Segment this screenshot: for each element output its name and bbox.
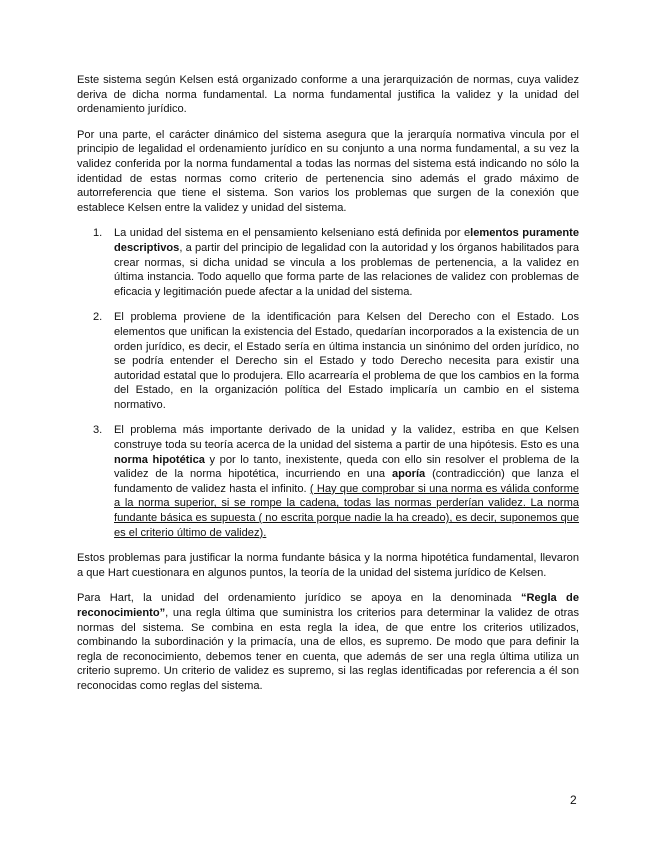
page-number: 2 — [570, 793, 577, 807]
document-body — [77, 73, 579, 705]
bold-phrase: “Regla de reconocimiento” — [77, 592, 580, 619]
item-text: El problema más importante derivado de la unidad y la validez, estriba en que Kelsen construye toda su teoría acerca de la unidad del sistema a partir de una hipótesis. Esto es una — [114, 424, 579, 452]
underlined-note: ( Hay que comprobar si una norma es válida conforme a la norma superior, si se rompe la cadena, todas las normas perderían validez. La norma fundante básica es supuesta ( no escrita porque nadie la ha creado), es decir, suponemos que es el criterio último de validez). — [114, 482, 579, 539]
bold-phrase: aporía — [391, 468, 426, 481]
item-text: (contradicción) que lanza el fundamento de validez hasta el infinito. — [114, 468, 579, 495]
paragraph-hart-cuestiona: Estos problemas para justificar la norma fundante básica y la norma hipotética fundamental, llevaron a que Hart cuestionara en algunos puntos, la teoría de la unidad del sistema jurídico de Kelsen. — [77, 552, 579, 579]
list-item — [93, 310, 579, 412]
item-text: y por lo tanto, inexistente, queda con ello sin resolver el problema de la validez de la norma hipotética, incurriendo en una — [114, 453, 579, 481]
paragraph-jerarquizacion: Este sistema según Kelsen está organizado conforme a una jerarquización de normas, cuya validez deriva de dicha norma fundamental. La norma fundamental justifica la validez y la unidad del ordenamiento jurídico. — [77, 74, 579, 116]
problems-list — [77, 226, 579, 540]
item-text: La unidad del sistema en el pensamiento kelseniano está definida por e — [114, 227, 471, 240]
item-text: El problema proviene de la identificación para Kelsen del Derecho con el Estado. Los elementos que unifican la existencia del Estado, quedarían incorporados a la existencia de un orden jurídico, es decir, el Estado sería en última instancia un sinónimo del orden jurídico, no se podría entender el Derecho sin el Estado y todo Derecho necesita para existir una autoridad estatal que lo produjera. Ello acarrearía el problema de que los cambios en la forma del Estado, en la organización política del Estado implicaría un cambio en el sistema normativo. — [114, 311, 579, 411]
paragraph-text: , una regla última que suministra los criterios para determinar la validez de otras normas del sistema. Se combina en esta regla la idea, de que entre los criterios utilizados, combinando la subordinación y la primacía, una de ellos, es supremo. De modo que para definir la regla de reconocimiento, debemos tener en cuenta, que además de ser una regla última utiliza un criterio supremo. Un criterio de validez es supremo, si las reglas identificadas por referencia a él son reconocidas como reglas del sistema. — [77, 607, 579, 692]
paragraph-regla-reconocimiento — [77, 591, 579, 693]
list-item — [93, 423, 579, 540]
list-number: 1. — [93, 227, 103, 240]
list-number: 2. — [93, 311, 103, 324]
bold-phrase: norma hipotética — [114, 453, 205, 466]
list-item — [93, 226, 580, 299]
item-text: , a partir del principio de legalidad con la autoridad y los órganos habilitados para crear normas, si dicha unidad se vincula a los problemas de pertenencia, a la validez en última instancia. Todo aquello que forma parte de las relaciones de validez con problemas de eficacia y legitimación puede afectar a la unidad del sistema. — [114, 241, 579, 298]
bold-phrase: lementos puramente descriptivos — [114, 227, 580, 254]
paragraph-caracter-dinamico: Por una parte, el carácter dinámico del sistema asegura que la jerarquía normativa vincula por el principio de legalidad el ordenamiento jurídico en su conjunto a una norma fundamental, a su vez la validez conferida por la norma fundamental a todas las normas del sistema está indicando no sólo la identidad de estas normas como criterio de pertenencia sino además el grado máximo de autorreferencia que tiene el sistema. Son varios los problemas que surgen de la conexión que establece Kelsen entre la validez y unidad del sistema. — [77, 128, 579, 214]
list-number: 3. — [93, 424, 103, 437]
paragraph-text: Para Hart, la unidad del ordenamiento jurídico se apoya en la denominada — [77, 592, 521, 605]
